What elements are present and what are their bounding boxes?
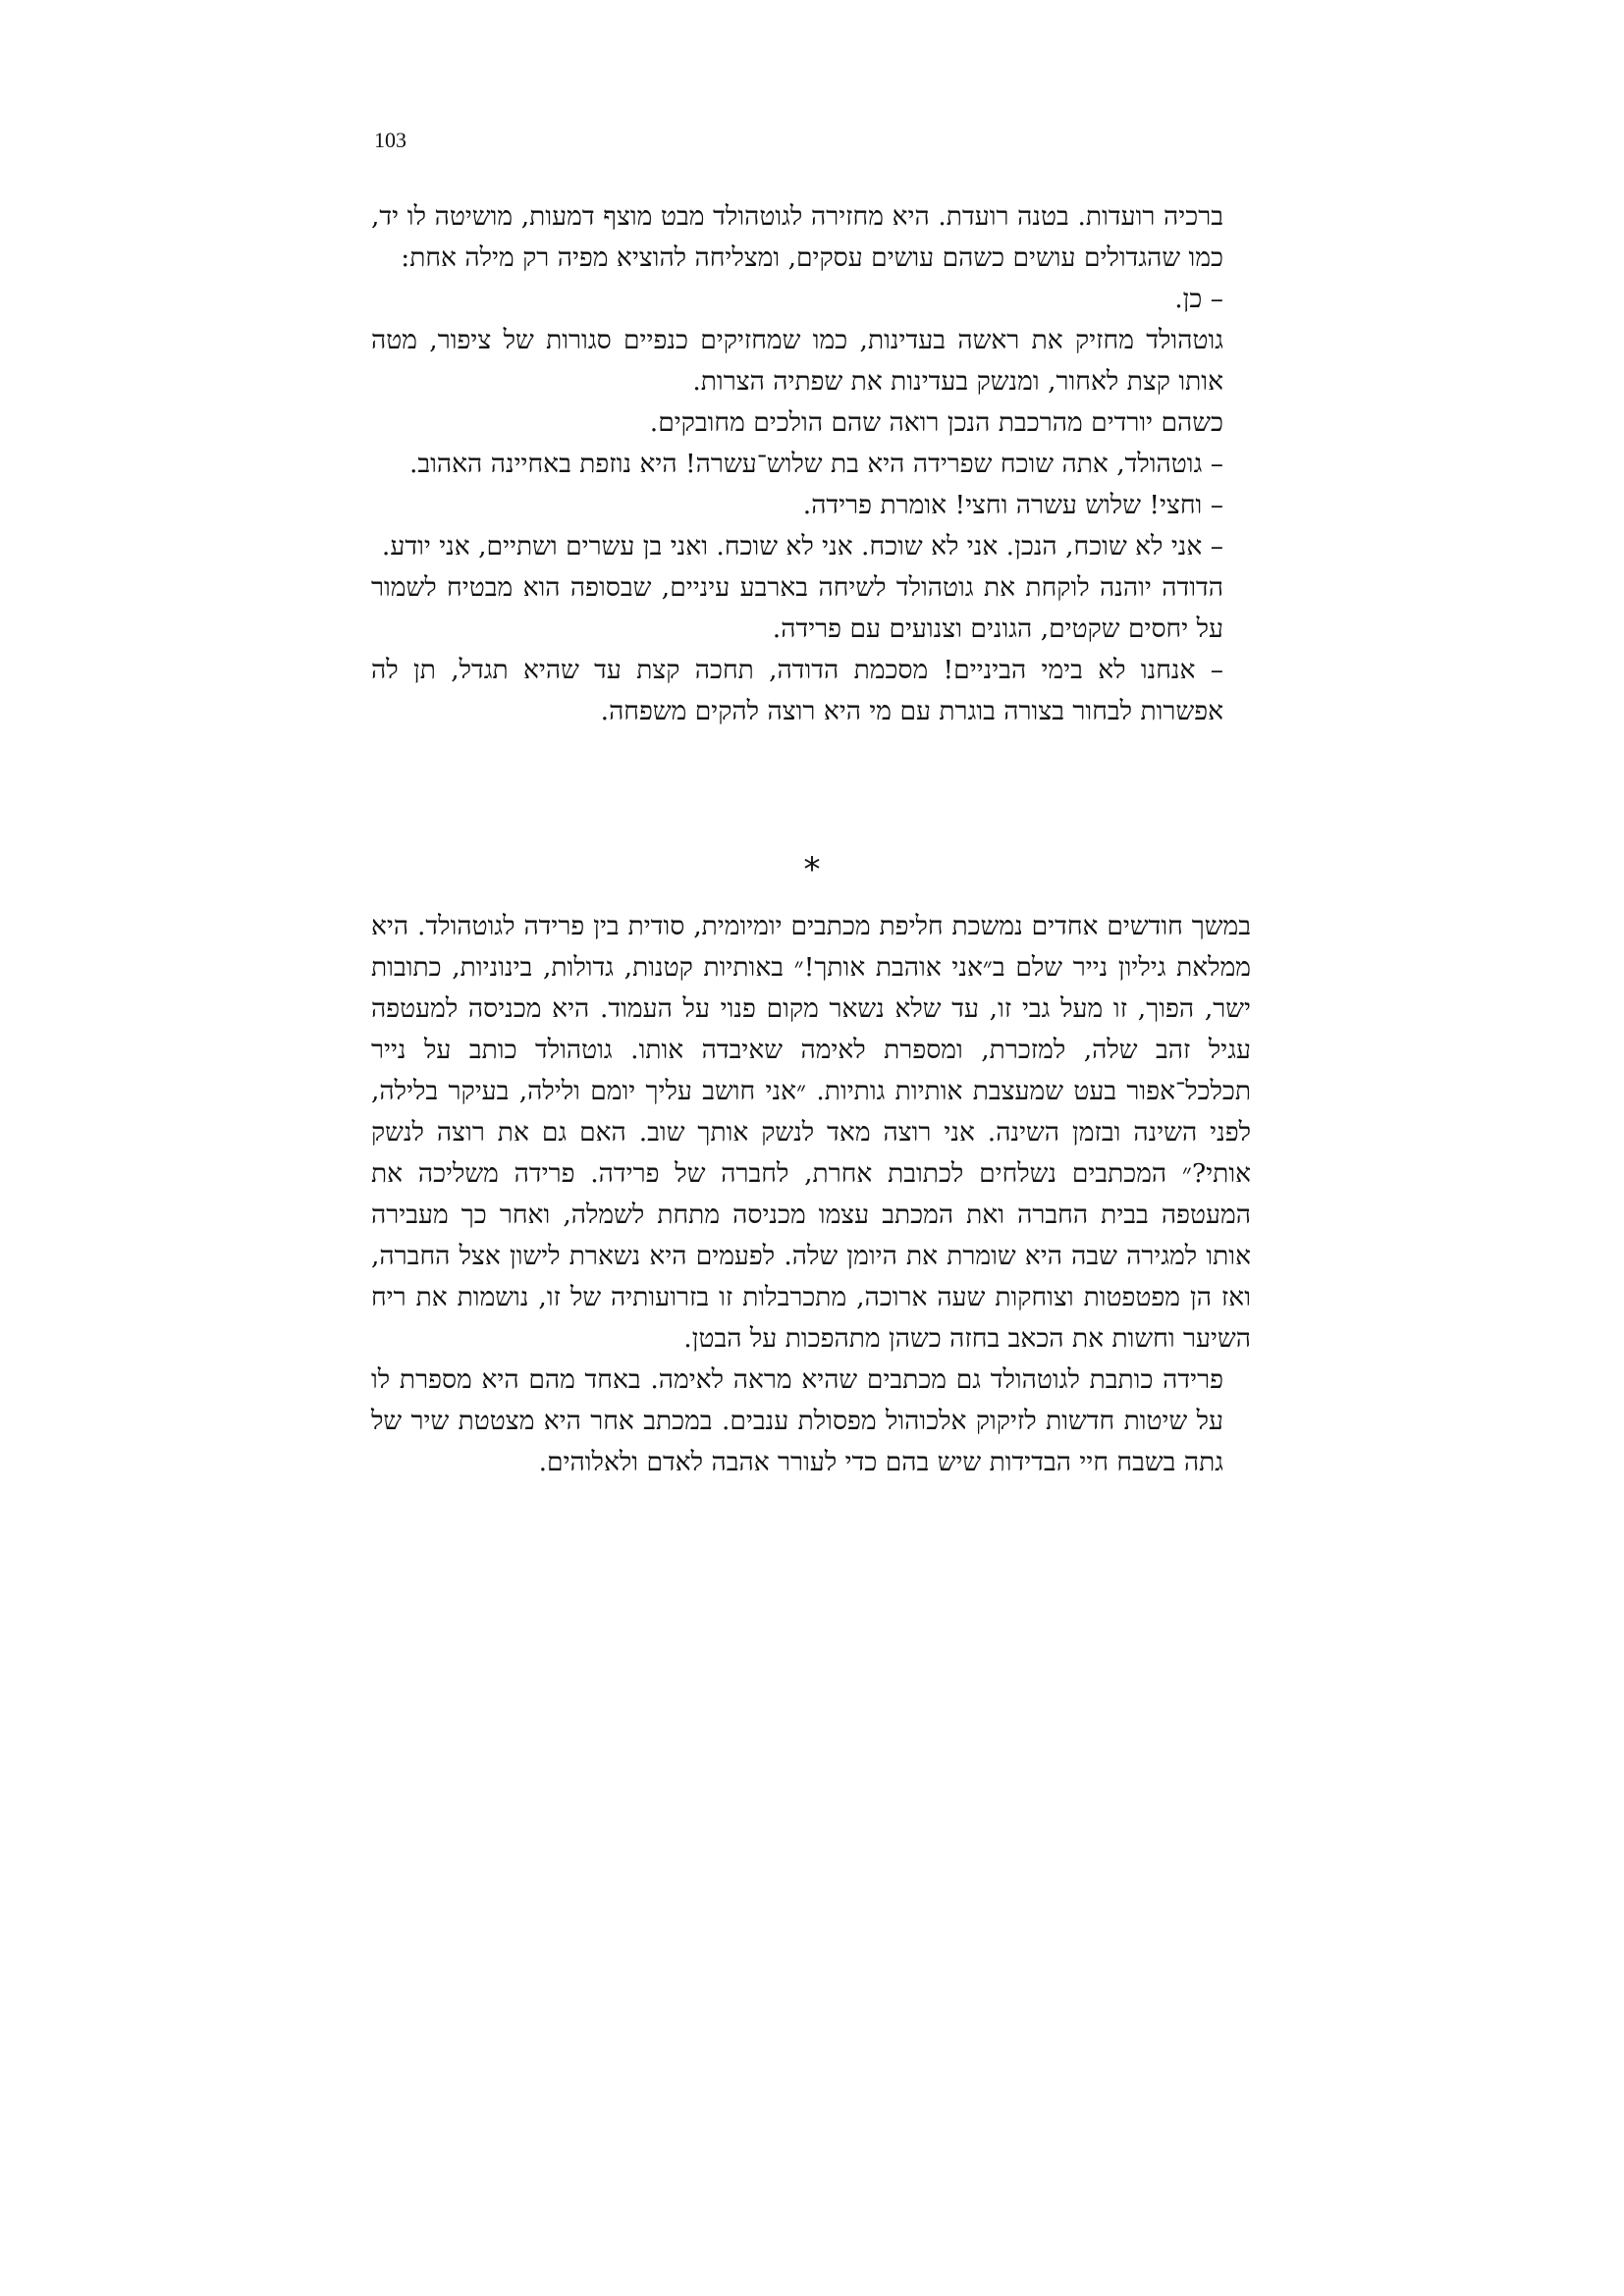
paragraph: במשך חודשים אחדים נמשכת חליפת מכתבים יומיומית, סודית בין פרידה לגוטהולד. היא ממלאת גיליון נייר שלם ב״אני אוהבת אותך!״ באותיות קטנות, גדולות, בינוניות, כתובות ישר, הפוך, זו מעל גבי זו, עד שלא נשאר מקום פנוי על העמוד. היא מכניסה למעטפה עגיל זהב שלה, למזכרת, ומספרת לאימה שאיבדה אותו. גוטהולד כותב על נייר תכלכל־אפור בעט שמעצבת אותיות גותיות. ״אני חושב עליך יומם ולילה, בעיקר בלילה, לפני השינה ובזמן השינה. אני רוצה מאד לנשק אותך שוב. האם גם את רוצה לנשק אותי?״ המכתבים נשלחים לכתובת אחרת, לחברה של פרידה. פרידה משליכה את המעטפה בבית החברה ואת המכתב עצמו מכניסה מתחת לשמלה, ואחר כך מעבירה אותו למגירה שבה היא שומרת את היומן שלה. לפעמים היא נשארת לישון אצל החברה, ואז הן מפטפטות וצוחקות שעה ארוכה, מתכרבלות זו בזרועותיה של זו, נושמות את ריח השיער וחשות את הכאב בחזה כשהן מתהפכות על הבטן. bbox=[371, 911, 1251, 1354]
page-number: 103 bbox=[374, 128, 406, 152]
text-section-1 bbox=[371, 196, 1251, 732]
dialogue-line: – וחצי! שלוש עשרה וחצי! אומרת פרידה. bbox=[802, 490, 1223, 520]
paragraph: הדודה יוהנה לוקחת את גוטהולד לשיחה בארבע עיניים, שבסופה הוא מבטיח לשמור על יחסים שקטים, הגונים וצנועים עם פרידה. bbox=[371, 572, 1223, 644]
dialogue-line: – אנחנו לא בימי הביניים! מסכמת הדודה, תחכה קצת עד שהיא תגדל, תן לה אפשרות לבחור בצורה בוגרת עם מי היא רוצה להקים משפחה. bbox=[371, 655, 1223, 726]
dialogue-line: – אני לא שוכח, הנכן. אני לא שוכח. אני לא שוכח. ואני בן עשרים ושתיים, אני יודע. bbox=[381, 531, 1223, 561]
paragraph: כשהם יורדים מהרכבת הנכן רואה שהם הולכים מחובקים. bbox=[649, 407, 1223, 438]
paragraph: ברכיה רועדות. בטנה רועדת. היא מחזירה לגוטהולד מבט מוצף דמעות, מושיטה לו יד, כמו שהגדולים עושים כשהם עושים עסקים, ומצליחה להוציא מפיה רק מילה אחת: bbox=[371, 201, 1223, 273]
section-separator: * bbox=[803, 850, 821, 889]
dialogue-line: – גוטהולד, אתה שוכח שפרידה היא בת שלוש־עשרה! היא נוזפת באחיינה האהוב. bbox=[408, 449, 1223, 479]
text-section-2 bbox=[371, 906, 1251, 1483]
paragraph: גוטהולד מחזיק את ראשה בעדינות, כמו שמחזיקים כנפיים סגורות של ציפור, מטה אותו קצת לאחור, ומנשק בעדינות את שפתיה הצרות. bbox=[371, 325, 1223, 397]
paragraph: פרידה כותבת לגוטהולד גם מכתבים שהיא מראה לאימה. באחד מהם היא מספרת לו על שיטות חדשות לזיקוק אלכוהול מפסולת ענבים. במכתב אחר היא מצטטת שיר של גתה בשבח חיי הבדידות שיש בהם כדי לעורר אהבה לאדם ולאלוהים. bbox=[371, 1364, 1223, 1477]
dialogue-line: – כן. bbox=[1174, 284, 1223, 314]
